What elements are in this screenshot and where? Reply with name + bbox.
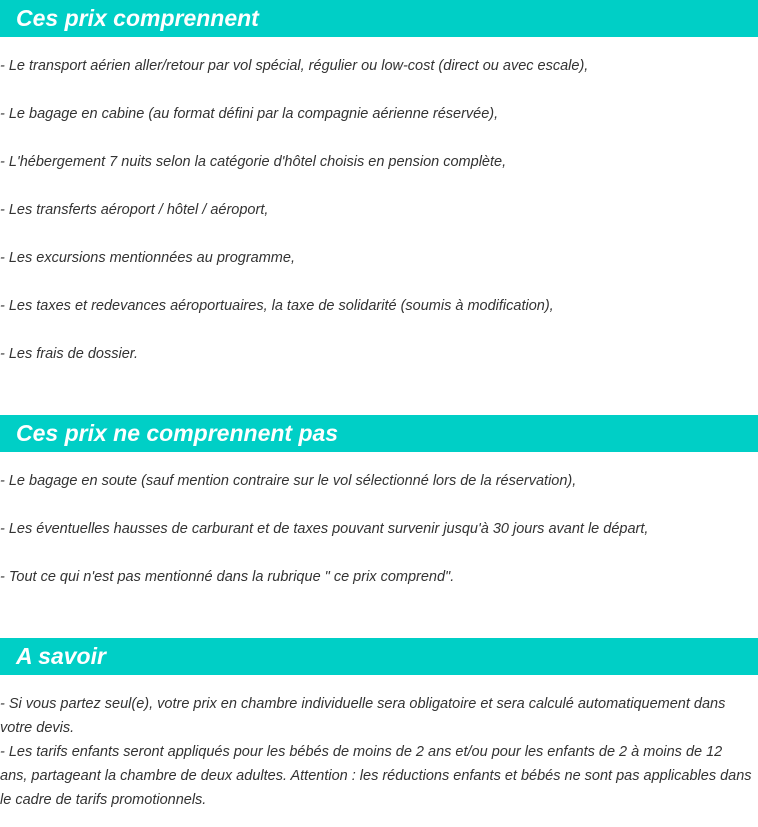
list-item: - Les éventuelles hausses de carburant et de taxes pouvant survenir jusqu'à 30 jours avant le départ, — [0, 521, 649, 537]
not-included-list — [0, 452, 758, 589]
section-included — [0, 0, 758, 366]
list-item: - L'hébergement 7 nuits selon la catégorie d'hôtel choisis en pension complète, — [0, 154, 507, 170]
list-item: - Les frais de dossier. — [0, 346, 139, 362]
section-title-not-included: Ces prix ne comprennent pas — [16, 420, 339, 446]
section-header-included — [0, 0, 758, 37]
section-good-to-know — [0, 638, 758, 812]
list-item: - Le bagage en cabine (au format défini par la compagnie aérienne réservée), — [0, 106, 499, 122]
list-item: - Les taxes et redevances aéroportuaires, la taxe de solidarité (soumis à modification), — [0, 298, 554, 314]
list-item: - Les tarifs enfants seront appliqués pour les bébés de moins de 2 ans et/ou pour les enfants de 2 à moins de 12 ans, partageant la chambre de deux adultes. Attention : les réductions enfants et bébés ne sont pas applicables dans le cadre de tarifs promotionnels. — [0, 744, 752, 808]
list-item: - Les excursions mentionnées au programme, — [0, 250, 295, 266]
section-header-good-to-know — [0, 638, 758, 675]
good-to-know-list — [0, 675, 758, 812]
section-title-good-to-know: A savoir — [16, 643, 106, 669]
list-item: - Si vous partez seul(e), votre prix en chambre individuelle sera obligatoire et sera calculé automatiquement dans votre devis. — [0, 696, 726, 736]
list-item: - Le bagage en soute (sauf mention contraire sur le vol sélectionné lors de la réservation), — [0, 473, 577, 489]
section-title-included: Ces prix comprennent — [16, 5, 259, 31]
list-item: - Tout ce qui n'est pas mentionné dans la rubrique " ce prix comprend". — [0, 569, 455, 585]
list-item: - Les transferts aéroport / hôtel / aéroport, — [0, 202, 269, 218]
list-item: - Le transport aérien aller/retour par vol spécial, régulier ou low-cost (direct ou avec escale), — [0, 58, 589, 74]
section-header-not-included — [0, 415, 758, 452]
included-list — [0, 37, 758, 366]
section-not-included — [0, 415, 758, 589]
